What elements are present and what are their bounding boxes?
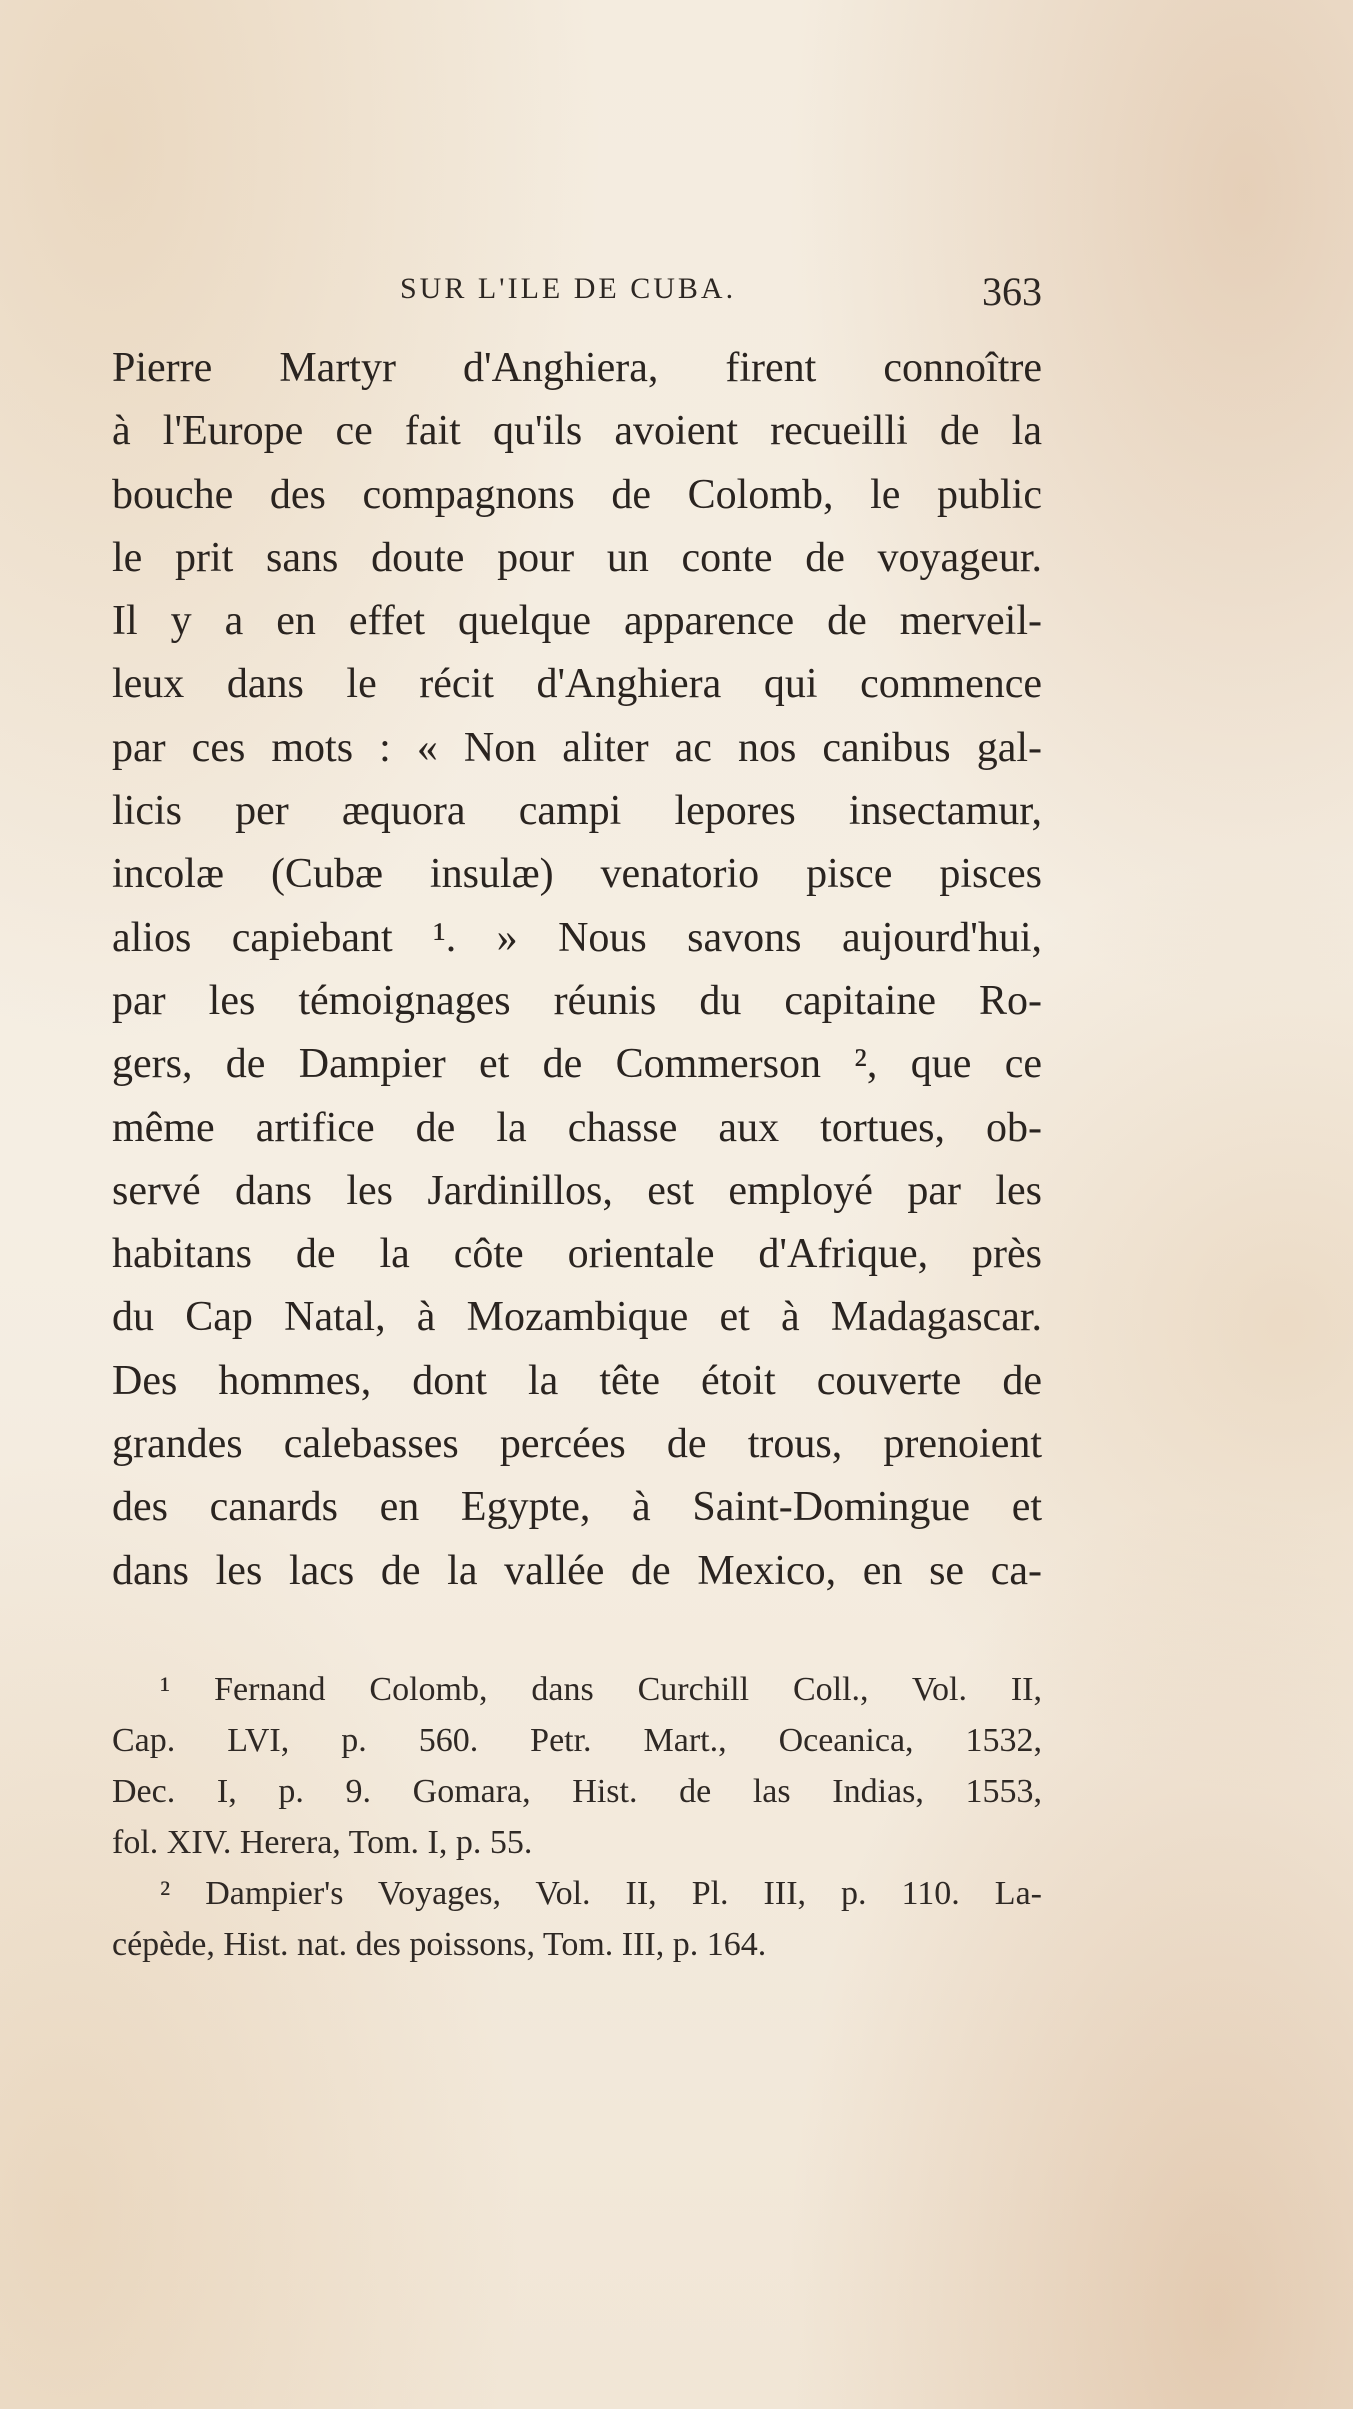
body-line: des canards en Egypte, à Saint-Domingue et [112, 1484, 1042, 1531]
footnote-line: ² Dampier's Voyages, Vol. II, Pl. III, p. 110. La- [160, 1875, 1042, 1912]
body-line: Des hommes, dont la tête étoit couverte de [112, 1357, 1042, 1404]
body-line: leux dans le récit d'Anghiera qui commence [112, 661, 1042, 708]
body-line: le prit sans doute pour un conte de voyageur. [112, 534, 1042, 581]
footnote-line: fol. XIV. Herera, Tom. I, p. 55. [112, 1824, 533, 1861]
body-line: à l'Europe ce fait qu'ils avoient recueilli de la [112, 408, 1042, 455]
body-line: servé dans les Jardinillos, est employé par les [112, 1167, 1042, 1214]
body-line: gers, de Dampier et de Commerson ², que ce [112, 1041, 1042, 1088]
footnote-line: cépède, Hist. nat. des poissons, Tom. III, p. 164. [112, 1926, 767, 1963]
body-line: Il y a en effet quelque apparence de merveil- [112, 598, 1042, 645]
body-line: grandes calebasses percées de trous, prenoient [112, 1421, 1042, 1468]
body-line: habitans de la côte orientale d'Afrique, près [112, 1231, 1042, 1278]
page-number: 363 [982, 269, 1042, 314]
body-line: bouche des compagnons de Colomb, le public [112, 471, 1042, 518]
body-line: du Cap Natal, à Mozambique et à Madagascar. [112, 1294, 1042, 1341]
footnotes [112, 1664, 1042, 1970]
page-header [400, 268, 1042, 318]
footnote-line: Cap. LVI, p. 560. Petr. Mart., Oceanica, 1532, [112, 1722, 1042, 1759]
body-line: licis per æquora campi lepores insectamur, [112, 788, 1042, 835]
body-text [112, 337, 1042, 1603]
body-line: par ces mots : « Non aliter ac nos canibus gal- [112, 724, 1042, 771]
body-line: incolæ (Cubæ insulæ) venatorio pisce pisces [112, 851, 1042, 898]
body-line: même artifice de la chasse aux tortues, ob- [112, 1104, 1042, 1151]
footnote-line: Dec. I, p. 9. Gomara, Hist. de las Indias, 1553, [112, 1773, 1042, 1810]
body-line: Pierre Martyr d'Anghiera, firent connoître [112, 345, 1042, 391]
body-line: par les témoignages réunis du capitaine Ro- [112, 977, 1042, 1024]
body-line: alios capiebant ¹. » Nous savons aujourd'hui, [112, 914, 1042, 961]
footnote-line: ¹ Fernand Colomb, dans Curchill Coll., Vol. II, [160, 1671, 1042, 1708]
body-line: dans les lacs de la vallée de Mexico, en se ca- [112, 1547, 1042, 1594]
running-head: SUR L'ILE DE CUBA. [400, 272, 737, 305]
